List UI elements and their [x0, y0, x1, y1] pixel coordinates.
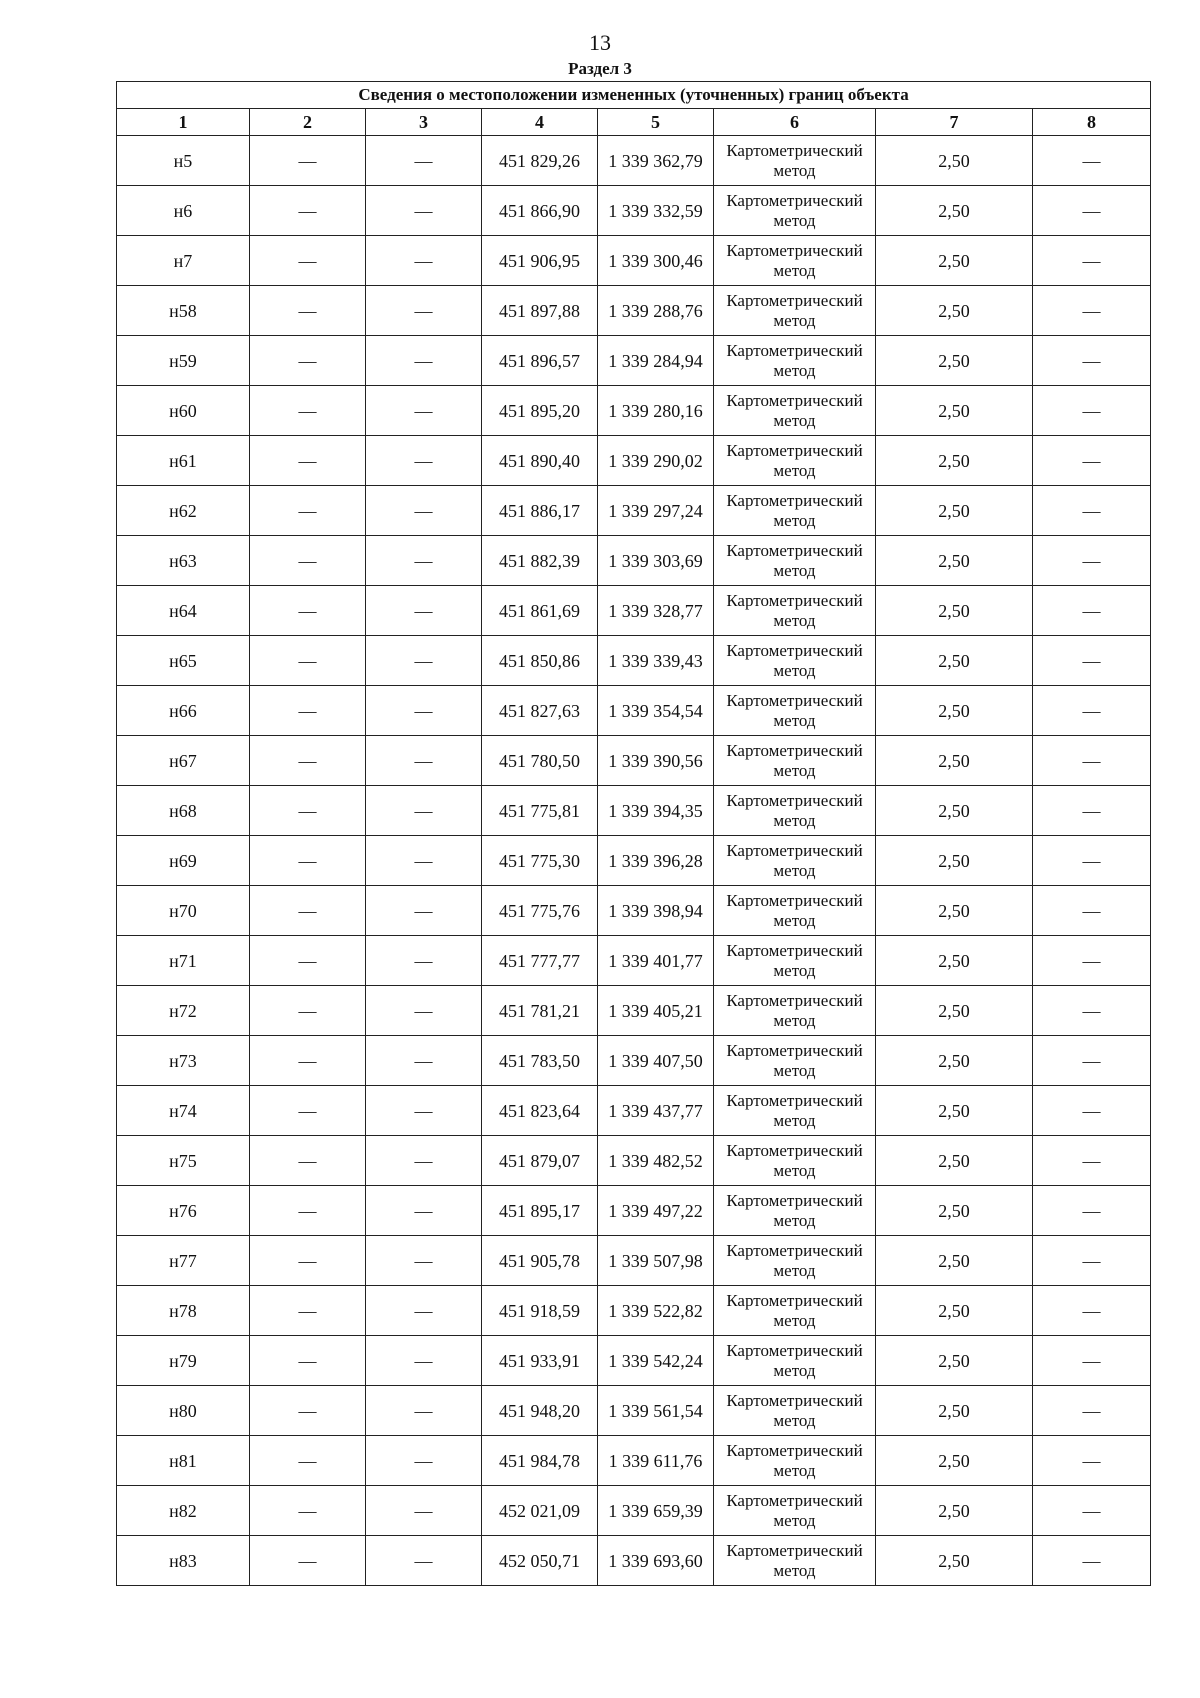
accuracy-cell: 2,50 — [876, 636, 1033, 686]
col8-cell: — — [1033, 986, 1151, 1036]
col3-cell: — — [366, 136, 482, 186]
col2-cell: — — [250, 436, 366, 486]
col8-cell: — — [1033, 836, 1151, 886]
x-coordinate-cell: 451 775,81 — [482, 786, 598, 836]
col8-cell: — — [1033, 286, 1151, 336]
accuracy-cell: 2,50 — [876, 1086, 1033, 1136]
col3-cell: — — [366, 1236, 482, 1286]
table-row — [117, 1386, 1151, 1436]
point-name-cell: н64 — [117, 586, 250, 636]
table-row — [117, 386, 1151, 436]
col2-cell: — — [250, 786, 366, 836]
col3-cell: — — [366, 386, 482, 436]
x-coordinate-cell: 451 861,69 — [482, 586, 598, 636]
point-name-cell: н74 — [117, 1086, 250, 1136]
col3-cell: — — [366, 336, 482, 386]
col8-cell: — — [1033, 1436, 1151, 1486]
accuracy-cell: 2,50 — [876, 536, 1033, 586]
point-name-cell: н68 — [117, 786, 250, 836]
point-name-cell: н70 — [117, 886, 250, 936]
accuracy-cell: 2,50 — [876, 886, 1033, 936]
col8-cell: — — [1033, 536, 1151, 586]
col3-cell: — — [366, 1486, 482, 1536]
table-row — [117, 1286, 1151, 1336]
method-cell: Картометрический метод — [714, 536, 876, 586]
col3-cell: — — [366, 486, 482, 536]
method-cell: Картометрический метод — [714, 1386, 876, 1436]
method-cell: Картометрический метод — [714, 636, 876, 686]
y-coordinate-cell: 1 339 522,82 — [598, 1286, 714, 1336]
accuracy-cell: 2,50 — [876, 1436, 1033, 1486]
point-name-cell: н7 — [117, 236, 250, 286]
col8-cell: — — [1033, 586, 1151, 636]
col8-cell: — — [1033, 686, 1151, 736]
table-row — [117, 1086, 1151, 1136]
method-cell: Картометрический метод — [714, 236, 876, 286]
col2-cell: — — [250, 636, 366, 686]
accuracy-cell: 2,50 — [876, 286, 1033, 336]
table-row — [117, 1536, 1151, 1586]
point-name-cell: н61 — [117, 436, 250, 486]
method-cell: Картометрический метод — [714, 186, 876, 236]
col3-cell: — — [366, 736, 482, 786]
col8-cell: — — [1033, 1486, 1151, 1536]
column-header: 1 — [117, 109, 250, 136]
col3-cell: — — [366, 1436, 482, 1486]
col8-cell: — — [1033, 636, 1151, 686]
point-name-cell: н60 — [117, 386, 250, 436]
method-cell: Картометрический метод — [714, 736, 876, 786]
point-name-cell: н73 — [117, 1036, 250, 1086]
y-coordinate-cell: 1 339 288,76 — [598, 286, 714, 336]
point-name-cell: н5 — [117, 136, 250, 186]
column-header: 5 — [598, 109, 714, 136]
accuracy-cell: 2,50 — [876, 136, 1033, 186]
x-coordinate-cell: 451 896,57 — [482, 336, 598, 386]
y-coordinate-cell: 1 339 542,24 — [598, 1336, 714, 1386]
col3-cell: — — [366, 536, 482, 586]
table-row — [117, 436, 1151, 486]
col8-cell: — — [1033, 1186, 1151, 1236]
accuracy-cell: 2,50 — [876, 486, 1033, 536]
point-name-cell: н66 — [117, 686, 250, 736]
col2-cell: — — [250, 1486, 366, 1536]
col2-cell: — — [250, 1036, 366, 1086]
column-header: 6 — [714, 109, 876, 136]
table-row — [117, 136, 1151, 186]
col8-cell: — — [1033, 1336, 1151, 1386]
method-cell: Картометрический метод — [714, 1286, 876, 1336]
y-coordinate-cell: 1 339 398,94 — [598, 886, 714, 936]
table-row — [117, 1486, 1151, 1536]
point-name-cell: н77 — [117, 1236, 250, 1286]
y-coordinate-cell: 1 339 396,28 — [598, 836, 714, 886]
col2-cell: — — [250, 936, 366, 986]
table-row — [117, 286, 1151, 336]
col8-cell: — — [1033, 436, 1151, 486]
accuracy-cell: 2,50 — [876, 186, 1033, 236]
point-name-cell: н6 — [117, 186, 250, 236]
method-cell: Картометрический метод — [714, 1136, 876, 1186]
accuracy-cell: 2,50 — [876, 836, 1033, 886]
col8-cell: — — [1033, 1136, 1151, 1186]
x-coordinate-cell: 451 879,07 — [482, 1136, 598, 1186]
accuracy-cell: 2,50 — [876, 686, 1033, 736]
y-coordinate-cell: 1 339 405,21 — [598, 986, 714, 1036]
col2-cell: — — [250, 186, 366, 236]
y-coordinate-cell: 1 339 362,79 — [598, 136, 714, 186]
point-name-cell: н76 — [117, 1186, 250, 1236]
table-row — [117, 586, 1151, 636]
accuracy-cell: 2,50 — [876, 936, 1033, 986]
table-row — [117, 1336, 1151, 1386]
x-coordinate-cell: 451 948,20 — [482, 1386, 598, 1436]
x-coordinate-cell: 452 021,09 — [482, 1486, 598, 1536]
x-coordinate-cell: 451 905,78 — [482, 1236, 598, 1286]
y-coordinate-cell: 1 339 437,77 — [598, 1086, 714, 1136]
table-row — [117, 1436, 1151, 1486]
col2-cell: — — [250, 1336, 366, 1386]
method-cell: Картометрический метод — [714, 286, 876, 336]
accuracy-cell: 2,50 — [876, 436, 1033, 486]
col8-cell: — — [1033, 1086, 1151, 1136]
y-coordinate-cell: 1 339 354,54 — [598, 686, 714, 736]
x-coordinate-cell: 451 783,50 — [482, 1036, 598, 1086]
col2-cell: — — [250, 1286, 366, 1336]
y-coordinate-cell: 1 339 401,77 — [598, 936, 714, 986]
point-name-cell: н59 — [117, 336, 250, 386]
method-cell: Картометрический метод — [714, 886, 876, 936]
y-coordinate-cell: 1 339 280,16 — [598, 386, 714, 436]
method-cell: Картометрический метод — [714, 686, 876, 736]
col8-cell: — — [1033, 1036, 1151, 1086]
accuracy-cell: 2,50 — [876, 586, 1033, 636]
accuracy-cell: 2,50 — [876, 986, 1033, 1036]
col3-cell: — — [366, 1386, 482, 1436]
col3-cell: — — [366, 886, 482, 936]
method-cell: Картометрический метод — [714, 986, 876, 1036]
col3-cell: — — [366, 686, 482, 736]
col8-cell: — — [1033, 186, 1151, 236]
table-row — [117, 536, 1151, 586]
accuracy-cell: 2,50 — [876, 1336, 1033, 1386]
table-row — [117, 786, 1151, 836]
y-coordinate-cell: 1 339 284,94 — [598, 336, 714, 386]
x-coordinate-cell: 451 895,20 — [482, 386, 598, 436]
table-row — [117, 486, 1151, 536]
column-header: 7 — [876, 109, 1033, 136]
col8-cell: — — [1033, 1386, 1151, 1436]
point-name-cell: н78 — [117, 1286, 250, 1336]
method-cell: Картометрический метод — [714, 1186, 876, 1236]
col8-cell: — — [1033, 386, 1151, 436]
col8-cell: — — [1033, 236, 1151, 286]
table-row — [117, 636, 1151, 686]
accuracy-cell: 2,50 — [876, 1236, 1033, 1286]
table-row — [117, 336, 1151, 386]
col2-cell: — — [250, 1186, 366, 1236]
table-row — [117, 836, 1151, 886]
col8-cell: — — [1033, 736, 1151, 786]
table-row — [117, 686, 1151, 736]
col8-cell: — — [1033, 886, 1151, 936]
section-title: Раздел 3 — [568, 59, 632, 78]
method-cell: Картометрический метод — [714, 586, 876, 636]
point-name-cell: н83 — [117, 1536, 250, 1586]
y-coordinate-cell: 1 339 332,59 — [598, 186, 714, 236]
point-name-cell: н72 — [117, 986, 250, 1036]
accuracy-cell: 2,50 — [876, 1286, 1033, 1336]
col2-cell: — — [250, 1136, 366, 1186]
col8-cell: — — [1033, 486, 1151, 536]
col2-cell: — — [250, 586, 366, 636]
method-cell: Картометрический метод — [714, 386, 876, 436]
accuracy-cell: 2,50 — [876, 1186, 1033, 1236]
table-row — [117, 886, 1151, 936]
x-coordinate-cell: 451 882,39 — [482, 536, 598, 586]
accuracy-cell: 2,50 — [876, 1486, 1033, 1536]
col2-cell: — — [250, 1536, 366, 1586]
col2-cell: — — [250, 536, 366, 586]
method-cell: Картометрический метод — [714, 336, 876, 386]
x-coordinate-cell: 452 050,71 — [482, 1536, 598, 1586]
method-cell: Картометрический метод — [714, 1036, 876, 1086]
point-name-cell: н65 — [117, 636, 250, 686]
page-number: 13 — [589, 30, 611, 55]
col8-cell: — — [1033, 1286, 1151, 1336]
accuracy-cell: 2,50 — [876, 1136, 1033, 1186]
col3-cell: — — [366, 186, 482, 236]
x-coordinate-cell: 451 890,40 — [482, 436, 598, 486]
col2-cell: — — [250, 236, 366, 286]
accuracy-cell: 2,50 — [876, 736, 1033, 786]
method-cell: Картометрический метод — [714, 1086, 876, 1136]
table-row — [117, 186, 1151, 236]
x-coordinate-cell: 451 827,63 — [482, 686, 598, 736]
point-name-cell: н79 — [117, 1336, 250, 1386]
table-row — [117, 1136, 1151, 1186]
y-coordinate-cell: 1 339 497,22 — [598, 1186, 714, 1236]
col2-cell: — — [250, 1386, 366, 1436]
method-cell: Картометрический метод — [714, 1436, 876, 1486]
col8-cell: — — [1033, 136, 1151, 186]
x-coordinate-cell: 451 777,77 — [482, 936, 598, 986]
method-cell: Картометрический метод — [714, 1336, 876, 1386]
x-coordinate-cell: 451 823,64 — [482, 1086, 598, 1136]
point-name-cell: н58 — [117, 286, 250, 336]
point-name-cell: н69 — [117, 836, 250, 886]
col3-cell: — — [366, 1536, 482, 1586]
boundary-table — [116, 81, 1151, 1586]
method-cell: Картометрический метод — [714, 786, 876, 836]
col3-cell: — — [366, 1086, 482, 1136]
col3-cell: — — [366, 986, 482, 1036]
y-coordinate-cell: 1 339 328,77 — [598, 586, 714, 636]
table-row — [117, 1036, 1151, 1086]
y-coordinate-cell: 1 339 290,02 — [598, 436, 714, 486]
column-header: 4 — [482, 109, 598, 136]
table-row — [117, 236, 1151, 286]
col2-cell: — — [250, 486, 366, 536]
col3-cell: — — [366, 636, 482, 686]
col2-cell: — — [250, 986, 366, 1036]
method-cell: Картометрический метод — [714, 1236, 876, 1286]
col3-cell: — — [366, 586, 482, 636]
x-coordinate-cell: 451 829,26 — [482, 136, 598, 186]
x-coordinate-cell: 451 933,91 — [482, 1336, 598, 1386]
x-coordinate-cell: 451 918,59 — [482, 1286, 598, 1336]
col2-cell: — — [250, 136, 366, 186]
col8-cell: — — [1033, 336, 1151, 386]
method-cell: Картометрический метод — [714, 1536, 876, 1586]
col3-cell: — — [366, 236, 482, 286]
accuracy-cell: 2,50 — [876, 236, 1033, 286]
method-cell: Картометрический метод — [714, 836, 876, 886]
x-coordinate-cell: 451 780,50 — [482, 736, 598, 786]
method-cell: Картометрический метод — [714, 936, 876, 986]
col8-cell: — — [1033, 1236, 1151, 1286]
table-row — [117, 986, 1151, 1036]
accuracy-cell: 2,50 — [876, 336, 1033, 386]
col3-cell: — — [366, 286, 482, 336]
accuracy-cell: 2,50 — [876, 1036, 1033, 1086]
y-coordinate-cell: 1 339 303,69 — [598, 536, 714, 586]
x-coordinate-cell: 451 781,21 — [482, 986, 598, 1036]
col3-cell: — — [366, 1186, 482, 1236]
y-coordinate-cell: 1 339 390,56 — [598, 736, 714, 786]
col2-cell: — — [250, 386, 366, 436]
table-row — [117, 936, 1151, 986]
col2-cell: — — [250, 1436, 366, 1486]
x-coordinate-cell: 451 775,30 — [482, 836, 598, 886]
method-cell: Картометрический метод — [714, 136, 876, 186]
y-coordinate-cell: 1 339 611,76 — [598, 1436, 714, 1486]
y-coordinate-cell: 1 339 561,54 — [598, 1386, 714, 1436]
x-coordinate-cell: 451 906,95 — [482, 236, 598, 286]
x-coordinate-cell: 451 886,17 — [482, 486, 598, 536]
method-cell: Картометрический метод — [714, 486, 876, 536]
table-row — [117, 1236, 1151, 1286]
point-name-cell: н71 — [117, 936, 250, 986]
col3-cell: — — [366, 1036, 482, 1086]
x-coordinate-cell: 451 866,90 — [482, 186, 598, 236]
point-name-cell: н62 — [117, 486, 250, 536]
accuracy-cell: 2,50 — [876, 1536, 1033, 1586]
y-coordinate-cell: 1 339 339,43 — [598, 636, 714, 686]
col8-cell: — — [1033, 1536, 1151, 1586]
point-name-cell: н81 — [117, 1436, 250, 1486]
col3-cell: — — [366, 836, 482, 886]
col3-cell: — — [366, 1336, 482, 1386]
col2-cell: — — [250, 336, 366, 386]
col2-cell: — — [250, 1086, 366, 1136]
col3-cell: — — [366, 1286, 482, 1336]
point-name-cell: н63 — [117, 536, 250, 586]
table-body — [117, 136, 1151, 1586]
col3-cell: — — [366, 436, 482, 486]
x-coordinate-cell: 451 850,86 — [482, 636, 598, 686]
table-row — [117, 736, 1151, 786]
x-coordinate-cell: 451 984,78 — [482, 1436, 598, 1486]
method-cell: Картометрический метод — [714, 1486, 876, 1536]
y-coordinate-cell: 1 339 407,50 — [598, 1036, 714, 1086]
col2-cell: — — [250, 286, 366, 336]
col8-cell: — — [1033, 786, 1151, 836]
x-coordinate-cell: 451 895,17 — [482, 1186, 598, 1236]
y-coordinate-cell: 1 339 659,39 — [598, 1486, 714, 1536]
table-caption: Сведения о местоположении измененных (уточненных) границ объекта — [117, 82, 1151, 109]
y-coordinate-cell: 1 339 482,52 — [598, 1136, 714, 1186]
column-header: 2 — [250, 109, 366, 136]
col2-cell: — — [250, 836, 366, 886]
col3-cell: — — [366, 786, 482, 836]
x-coordinate-cell: 451 775,76 — [482, 886, 598, 936]
x-coordinate-cell: 451 897,88 — [482, 286, 598, 336]
column-header: 8 — [1033, 109, 1151, 136]
y-coordinate-cell: 1 339 300,46 — [598, 236, 714, 286]
point-name-cell: н80 — [117, 1386, 250, 1436]
point-name-cell: н75 — [117, 1136, 250, 1186]
y-coordinate-cell: 1 339 297,24 — [598, 486, 714, 536]
accuracy-cell: 2,50 — [876, 786, 1033, 836]
col3-cell: — — [366, 1136, 482, 1186]
y-coordinate-cell: 1 339 394,35 — [598, 786, 714, 836]
method-cell: Картометрический метод — [714, 436, 876, 486]
col2-cell: — — [250, 736, 366, 786]
col3-cell: — — [366, 936, 482, 986]
col2-cell: — — [250, 686, 366, 736]
col2-cell: — — [250, 886, 366, 936]
y-coordinate-cell: 1 339 693,60 — [598, 1536, 714, 1586]
point-name-cell: н82 — [117, 1486, 250, 1536]
point-name-cell: н67 — [117, 736, 250, 786]
column-number-row — [117, 109, 1151, 136]
column-header: 3 — [366, 109, 482, 136]
table-row — [117, 1186, 1151, 1236]
col2-cell: — — [250, 1236, 366, 1286]
accuracy-cell: 2,50 — [876, 1386, 1033, 1436]
y-coordinate-cell: 1 339 507,98 — [598, 1236, 714, 1286]
col8-cell: — — [1033, 936, 1151, 986]
accuracy-cell: 2,50 — [876, 386, 1033, 436]
